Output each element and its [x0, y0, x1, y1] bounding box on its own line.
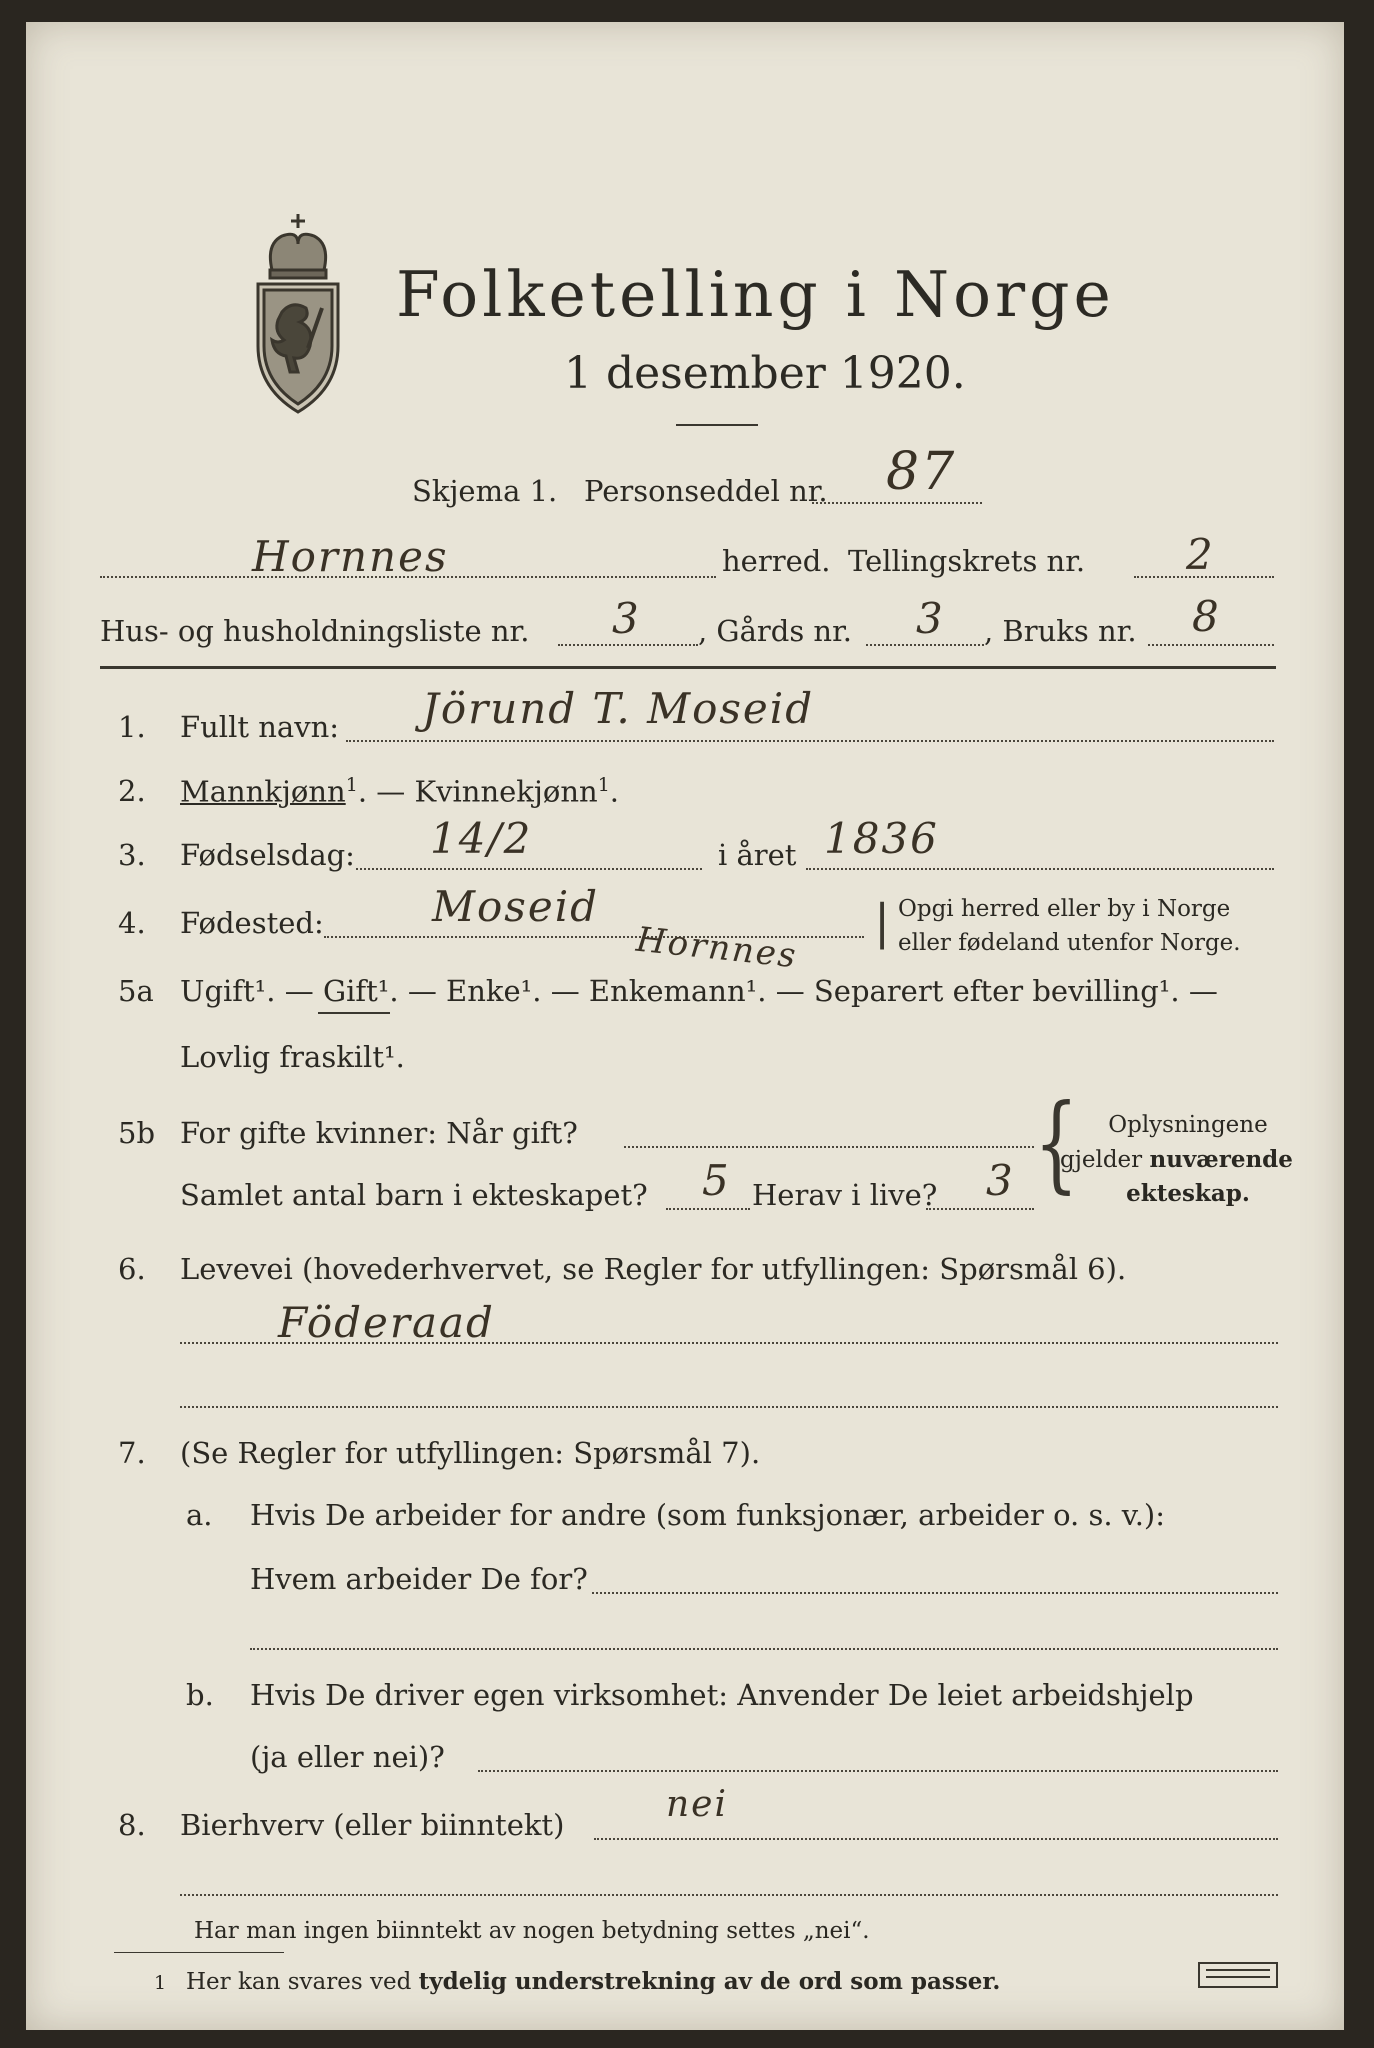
q5a-number: 5a	[118, 974, 154, 1008]
q4-label: Fødested:	[180, 906, 324, 940]
census-form	[26, 22, 1344, 2030]
hus-value: 3	[612, 594, 641, 643]
herred-label: herred.	[722, 544, 831, 578]
herred-value: Hornnes	[252, 532, 449, 581]
bruks-value: 8	[1192, 592, 1221, 641]
male-option: Mannkjønn	[180, 774, 346, 809]
footer-note: Har man ingen biinntekt av nogen betydning settes „nei“.	[194, 1918, 870, 1944]
q3-label: Fødselsdag:	[180, 838, 355, 872]
footnote-text-a: Her kan svares ved	[186, 1969, 419, 1995]
q1-label: Fullt navn:	[180, 710, 340, 744]
side-income-value: nei	[666, 1784, 729, 1825]
q5a-line-1: Ugift¹. — Gift¹. — Enke¹. — Enkemann¹. — Separert efter bevilling¹. —	[180, 974, 1218, 1008]
gards-value: 3	[916, 594, 945, 643]
skjema-label: Skjema 1.	[412, 474, 558, 508]
q7a-letter: a.	[186, 1498, 213, 1532]
q2-number: 2.	[118, 774, 146, 808]
q5b-number: 5b	[118, 1116, 156, 1150]
hus-line	[558, 644, 698, 646]
hus-label: Hus- og husholdningsliste nr.	[100, 614, 530, 648]
footnote-text	[186, 1968, 1000, 1995]
coat-of-arms-icon	[248, 208, 348, 418]
q7-label: (Se Regler for utfyllingen: Spørsmål 7).	[180, 1436, 761, 1470]
personseddel-line	[812, 502, 982, 504]
q6-number: 6.	[118, 1252, 146, 1286]
q7-number: 7.	[118, 1436, 146, 1470]
q8-number: 8.	[118, 1808, 146, 1842]
tellingskrets-value: 2	[1186, 530, 1215, 579]
employer-line-2	[250, 1648, 1278, 1650]
married-when-label: For gifte kvinner: Når gift?	[180, 1116, 578, 1150]
printer-stamp-icon	[1198, 1962, 1278, 1988]
side-income-line-2	[180, 1894, 1278, 1896]
occupation-value: Föderaad	[278, 1298, 495, 1347]
tellingskrets-label: Tellingskrets nr.	[848, 544, 1086, 578]
q7a-line-1: Hvis De arbeider for andre (som funksjonær, arbeider o. s. v.):	[250, 1498, 1166, 1532]
personseddel-label: Personseddel nr.	[584, 474, 828, 508]
children-label: Samlet antal barn i ekteskapet?	[180, 1178, 648, 1212]
title-divider	[676, 424, 758, 426]
female-option: Kvinnekjønn	[414, 774, 598, 809]
q5b-note-1: Oplysningene	[1108, 1112, 1268, 1138]
q4-brace: |	[874, 894, 891, 950]
married-when-line	[624, 1146, 1034, 1148]
q4-note-2: eller fødeland utenfor Norge.	[898, 930, 1241, 956]
year-line	[806, 868, 1274, 870]
q5b-note-3: ekteskap.	[1126, 1180, 1250, 1207]
footnote-rule	[114, 1952, 284, 1953]
year-label: i året	[718, 838, 797, 872]
footnote-text-b: tydelig understrekning av de ord som passer.	[418, 1968, 1001, 1995]
q5a-line-2: Lovlig fraskilt¹.	[180, 1040, 405, 1074]
q7b-line-2: (ja eller nei)?	[250, 1740, 445, 1774]
alive-value: 3	[986, 1156, 1015, 1205]
q3-number: 3.	[118, 838, 146, 872]
q6-label: Levevei (hovederhvervet, se Regler for utfyllingen: Spørsmål 6).	[180, 1252, 1127, 1286]
q7b-letter: b.	[186, 1678, 214, 1712]
gards-label: , Gårds nr.	[698, 614, 852, 648]
occupation-line-1	[180, 1342, 1278, 1344]
q5b-note-2	[1060, 1146, 1293, 1173]
birthplace-value-2: Hornnes	[634, 919, 800, 977]
q2-end: .	[609, 774, 619, 809]
q2-text: Mannkjønn$^1$. — Kvinnekjønn$^1$.	[180, 774, 619, 809]
q2-sep: . —	[357, 774, 415, 809]
full-name-value: Jörund T. Moseid	[422, 684, 815, 733]
q5b-brace: {	[1034, 1081, 1079, 1205]
q5b-note-2a: gjelder	[1060, 1147, 1150, 1173]
q1-number: 1.	[118, 710, 146, 744]
alive-label: Herav i live?	[752, 1178, 938, 1212]
q5b-note-2b: nuværende	[1149, 1146, 1293, 1173]
gift-underline	[318, 1012, 390, 1014]
occupation-line-2	[180, 1406, 1278, 1408]
bruks-label: , Bruks nr.	[984, 614, 1137, 648]
birthday-value: 14/2	[430, 814, 533, 863]
gards-line	[866, 644, 984, 646]
bruks-line	[1148, 644, 1274, 646]
alive-line	[926, 1208, 1034, 1210]
children-line	[666, 1208, 750, 1210]
employer-line	[592, 1592, 1278, 1594]
birthday-line	[356, 868, 702, 870]
q7a-line-2: Hvem arbeider De for?	[250, 1562, 588, 1596]
q1-line	[346, 740, 1274, 742]
form-title: Folketelling i Norge	[396, 258, 1115, 331]
personseddel-value: 87	[886, 442, 957, 502]
footnote-number: 1	[154, 1972, 167, 1994]
year-value: 1836	[824, 814, 939, 863]
q4-note-1: Opgi herred eller by i Norge	[898, 896, 1231, 922]
side-income-line	[594, 1838, 1278, 1840]
header-rule	[100, 666, 1276, 669]
q7b-line-1: Hvis De driver egen virksomhet: Anvender De leiet arbeidshjelp	[250, 1678, 1194, 1712]
q4-number: 4.	[118, 906, 146, 940]
q8-label: Bierhverv (eller biinntekt)	[180, 1808, 565, 1842]
birthplace-value: Moseid	[432, 882, 600, 931]
hired-help-line	[478, 1770, 1278, 1772]
census-date: 1 desember 1920.	[564, 348, 966, 399]
children-value: 5	[702, 1156, 731, 1205]
